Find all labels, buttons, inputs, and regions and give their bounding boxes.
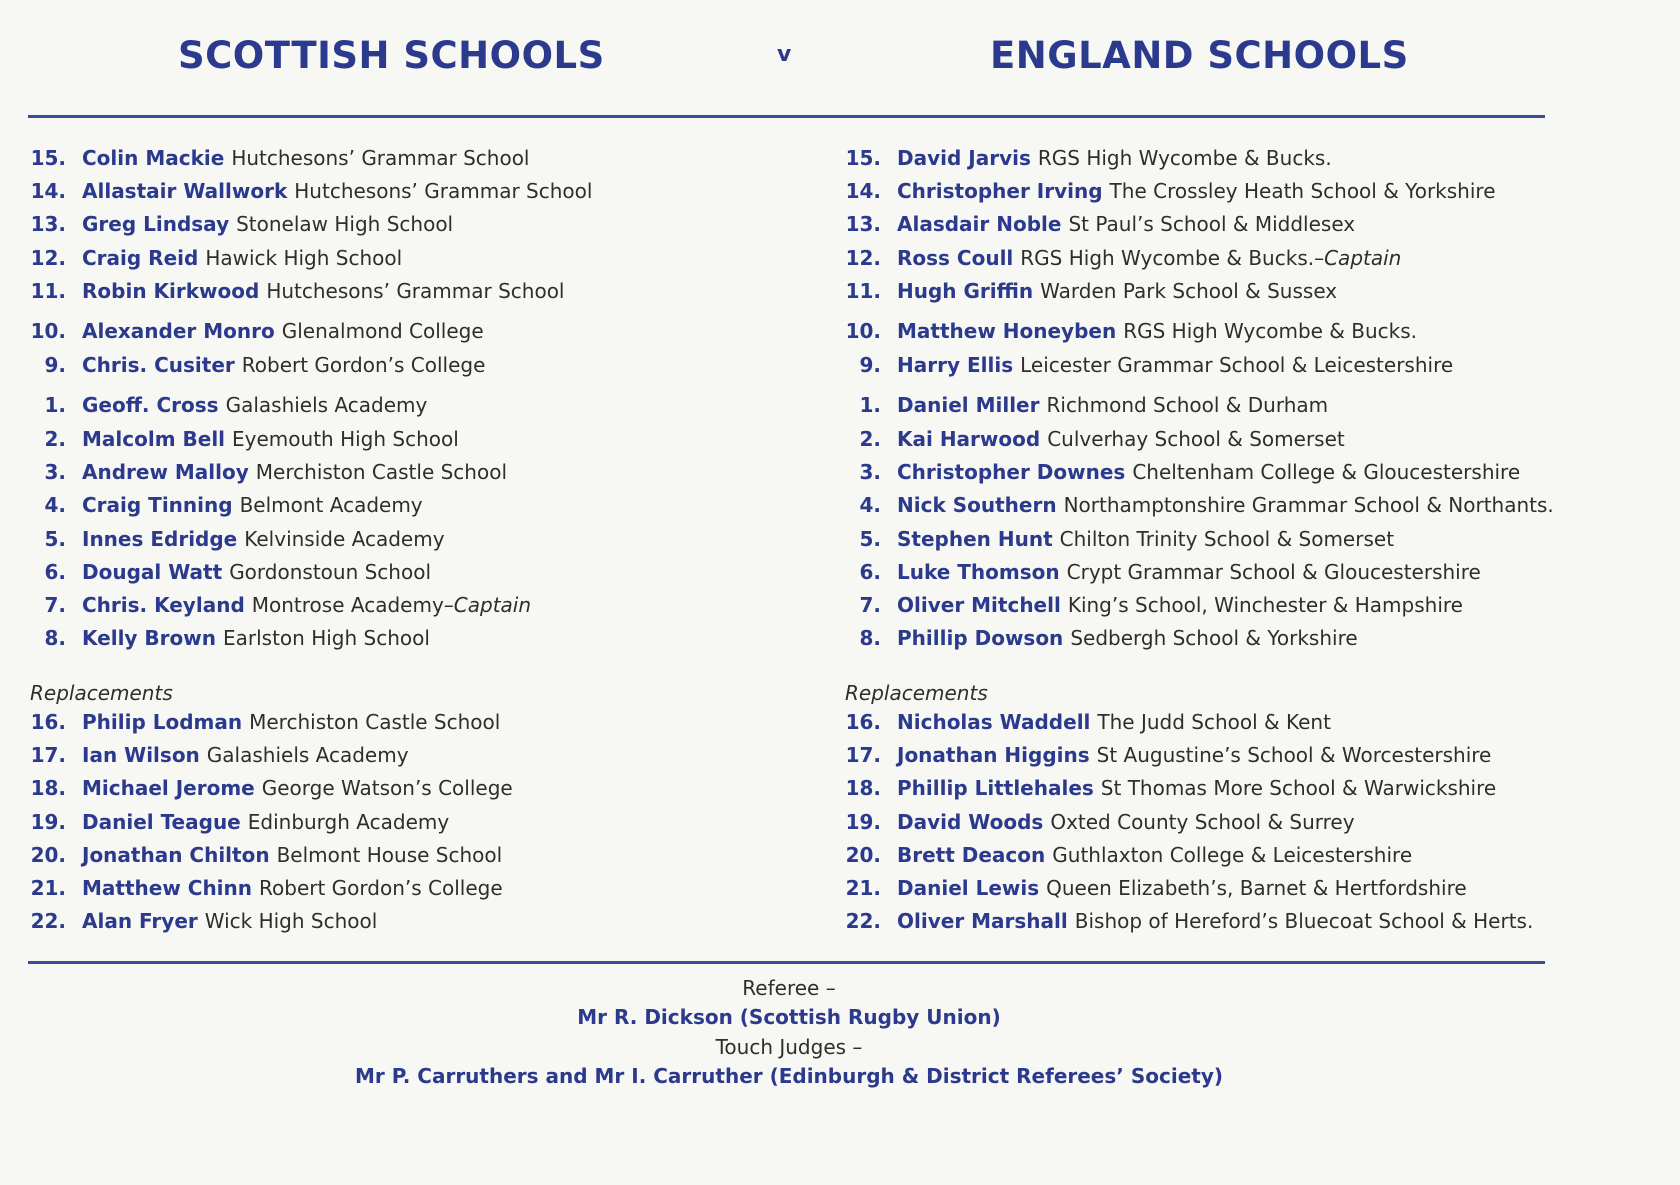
player-row [28,274,788,307]
player-school: Oxted County School & Surrey [1050,809,1355,834]
shirt-number: 21. [845,876,881,901]
player-name: Jonathan Chilton [82,842,270,867]
shirt-number: 10. [845,319,881,344]
replacement-row [28,705,788,738]
player-name: Ian Wilson [82,742,200,767]
player-school: Richmond School & Durham [1046,393,1329,418]
player-school: RGS High Wycombe & Bucks. [1037,145,1332,170]
player-name: Andrew Malloy [82,459,249,484]
player-row [843,208,1563,241]
player-name: Chris. Cusiter [82,352,235,377]
player-school: Merchiston Castle School [255,459,507,484]
shirt-number: 11. [845,278,881,303]
player-school: Kelvinside Academy [244,526,445,551]
player-name: Geoff. Cross [82,393,219,418]
player-school: Bishop of Hereford’s Bluecoat School & Herts. [1074,909,1534,934]
replacement-row [843,805,1563,838]
shirt-number: 9. [44,352,66,377]
player-school: Gordonstoun School [229,559,432,584]
shirt-number: 7. [859,593,881,618]
captain-note: Captain [1324,245,1402,270]
bottom-divider [28,961,1545,964]
scottish-schools-title: SCOTTISH SCHOOLS [178,34,605,77]
shirt-number: 3. [859,459,881,484]
player-name: Alasdair Noble [897,212,1062,237]
player-name: Malcolm Bell [82,426,226,451]
player-row [28,622,788,655]
player-name: Jonathan Higgins [897,742,1090,767]
player-name: Allastair Wallwork [82,178,288,203]
player-school: Chilton Trinity School & Somerset [1059,526,1395,551]
player-school: Belmont Academy [239,493,423,518]
replacement-row [843,705,1563,738]
player-name: Oliver Marshall [897,909,1068,934]
player-row [28,489,788,522]
touch-judges-label: Touch Judges – [715,1034,863,1059]
shirt-number: 22. [30,909,66,934]
player-school: Belmont House School [276,842,503,867]
player-school: Glenalmond College [281,319,484,344]
shirt-number: 18. [30,776,66,801]
player-name: Chris. Keyland [82,593,245,618]
player-name: Harry Ellis [897,352,1014,377]
replacement-row [28,872,788,905]
player-school: Sedbergh School & Yorkshire [1070,626,1358,651]
shirt-number: 14. [845,178,881,203]
shirt-number: 2. [44,426,66,451]
player-school: Culverhay School & Somerset [1047,426,1345,451]
shirt-number: 15. [30,145,66,170]
player-school: George Watson’s College [261,776,513,801]
player-school: St Paul’s School & Middlesex [1068,212,1356,237]
shirt-number: 21. [30,876,66,901]
player-row [843,348,1563,381]
replacements-heading: Replacements [30,681,173,706]
touch-judges-names: Mr P. Carruthers and Mr I. Carruther (Edinburgh & District Referees’ Society) [355,1063,1223,1088]
shirt-number: 17. [30,742,66,767]
captain-note: Captain [453,593,532,618]
player-name: Greg Lindsay [82,212,230,237]
shirt-number: 16. [30,709,66,734]
player-name: Colin Mackie [82,145,225,170]
player-name: Luke Thomson [897,559,1060,584]
player-name: Kelly Brown [82,626,216,651]
shirt-number: 3. [44,459,66,484]
shirt-number: 17. [845,742,881,767]
player-name: Daniel Miller [897,393,1040,418]
replacement-row [843,872,1563,905]
replacement-row [28,905,788,938]
player-school: Robert Gordon’s College [259,876,503,901]
player-row [843,315,1563,348]
shirt-number: 1. [859,393,881,418]
replacements-heading: Replacements [845,681,988,706]
player-school: Hutchesons’ Grammar School [231,145,530,170]
player-school: Queen Elizabeth’s, Barnet & Hertfordshire [1046,876,1467,901]
player-school: The Crossley Heath School & Yorkshire [1109,178,1496,203]
player-school: RGS High Wycombe & Bucks. [1123,319,1418,344]
shirt-number: 2. [859,426,881,451]
player-row [28,315,788,348]
player-name: Innes Edridge [82,526,238,551]
player-row [28,348,788,381]
player-school: Galashiels Academy [206,742,409,767]
shirt-number: 7. [44,593,66,618]
player-name: Kai Harwood [897,426,1041,451]
player-school: Cheltenham College & Gloucestershire [1132,459,1521,484]
shirt-number: 4. [859,493,881,518]
player-row [28,522,788,555]
player-school: Hutchesons’ Grammar School [266,278,565,303]
replacement-row [28,738,788,771]
player-school: Leicester Grammar School & Leicestershire [1020,352,1454,377]
player-school: Guthlaxton College & Leicestershire [1052,842,1413,867]
shirt-number: 5. [44,526,66,551]
scotland-team-list [28,141,788,938]
player-name: Daniel Lewis [897,876,1040,901]
shirt-number: 4. [44,493,66,518]
shirt-number: 22. [845,909,881,934]
shirt-number: 5. [859,526,881,551]
player-school: Robert Gordon’s College [241,352,486,377]
player-row [28,588,788,621]
versus-label: v [777,42,792,67]
player-row [843,274,1563,307]
replacement-row [843,772,1563,805]
shirt-number: 1. [44,393,66,418]
player-name: Phillip Littlehales [897,776,1094,801]
player-school: Crypt Grammar School & Gloucestershire [1066,559,1481,584]
player-school: Hutchesons’ Grammar School [294,178,593,203]
player-name: Matthew Honeyben [897,319,1117,344]
player-row [843,422,1563,455]
player-row [28,208,788,241]
player-name: Philip Lodman [82,709,243,734]
replacement-row [28,805,788,838]
shirt-number: 10. [30,319,66,344]
shirt-number: 20. [845,842,881,867]
player-name: Christopher Irving [897,178,1103,203]
player-row [843,588,1563,621]
player-name: Nicholas Waddell [897,709,1091,734]
england-schools-title: ENGLAND SCHOOLS [990,34,1409,77]
player-row [843,555,1563,588]
player-row [28,455,788,488]
shirt-number: 8. [44,626,66,651]
shirt-number: 14. [30,178,66,203]
player-row [843,389,1563,422]
player-school: Galashiels Academy [225,393,428,418]
player-school: Edinburgh Academy [247,809,450,834]
player-row [843,455,1563,488]
shirt-number: 12. [845,245,881,270]
player-name: Oliver Mitchell [897,593,1061,618]
shirt-number: 13. [845,212,881,237]
shirt-number: 6. [859,559,881,584]
player-name: Nick Southern [897,493,1057,518]
replacement-row [843,905,1563,938]
player-name: Craig Reid [82,245,199,270]
shirt-number: 11. [30,278,66,303]
player-name: Matthew Chinn [82,876,253,901]
player-row [843,174,1563,207]
shirt-number: 19. [845,809,881,834]
player-school: St Thomas More School & Warwickshire [1100,776,1497,801]
player-name: Robin Kirkwood [82,278,260,303]
shirt-number: 18. [845,776,881,801]
top-divider [28,115,1545,118]
player-school: Hawick High School [205,245,403,270]
player-name: Christopher Downes [897,459,1126,484]
player-name: David Woods [897,809,1044,834]
referee-label: Referee – [742,976,836,1000]
england-team-list [843,141,1563,938]
player-row [28,389,788,422]
referee-name: Mr R. Dickson (Scottish Rugby Union) [577,1005,1001,1030]
player-school: King’s School, Winchester & Hampshire [1067,593,1463,618]
player-school: Merchiston Castle School [249,709,501,734]
player-school: Northamptonshire Grammar School & Northants. [1063,493,1554,518]
player-school: The Judd School & Kent [1097,709,1331,734]
player-name: Brett Deacon [897,842,1046,867]
match-officials [0,974,1578,1091]
player-row [28,555,788,588]
shirt-number: 15. [845,145,881,170]
player-name: Phillip Dowson [897,626,1064,651]
player-school: Wick High School [204,909,378,934]
replacement-row [843,738,1563,771]
shirt-number: 16. [845,709,881,734]
shirt-number: 13. [30,212,66,237]
player-name: Stephen Hunt [897,526,1053,551]
shirt-number: 20. [30,842,66,867]
shirt-number: 8. [859,626,881,651]
shirt-number: 19. [30,809,66,834]
replacement-row [28,838,788,871]
player-school: St Augustine’s School & Worcestershire [1096,742,1492,767]
player-name: Daniel Teague [82,809,241,834]
player-name: Alan Fryer [82,909,198,934]
player-name: Michael Jerome [82,776,255,801]
player-row [28,422,788,455]
shirt-number: 9. [859,352,881,377]
player-row [843,622,1563,655]
player-school: Eyemouth High School [232,426,459,451]
replacement-row [843,838,1563,871]
player-school: Warden Park School & Sussex [1040,278,1338,303]
player-name: Ross Coull [897,245,1014,270]
player-name: Hugh Griffin [897,278,1034,303]
player-name: David Jarvis [897,145,1031,170]
player-row [28,174,788,207]
player-school: Stonelaw High School [236,212,454,237]
player-name: Craig Tinning [82,493,233,518]
replacement-row [28,772,788,805]
player-row [28,141,788,174]
player-school: Earlston High School [222,626,430,651]
shirt-number: 12. [30,245,66,270]
player-name: Alexander Monro [82,319,275,344]
player-row [28,241,788,274]
player-row [843,241,1563,274]
player-row [843,489,1563,522]
shirt-number: 6. [44,559,66,584]
player-school: RGS High Wycombe & Bucks.– [1020,245,1325,270]
player-row [843,141,1563,174]
player-name: Dougal Watt [82,559,223,584]
player-row [843,522,1563,555]
player-school: Montrose Academy– [251,593,454,618]
